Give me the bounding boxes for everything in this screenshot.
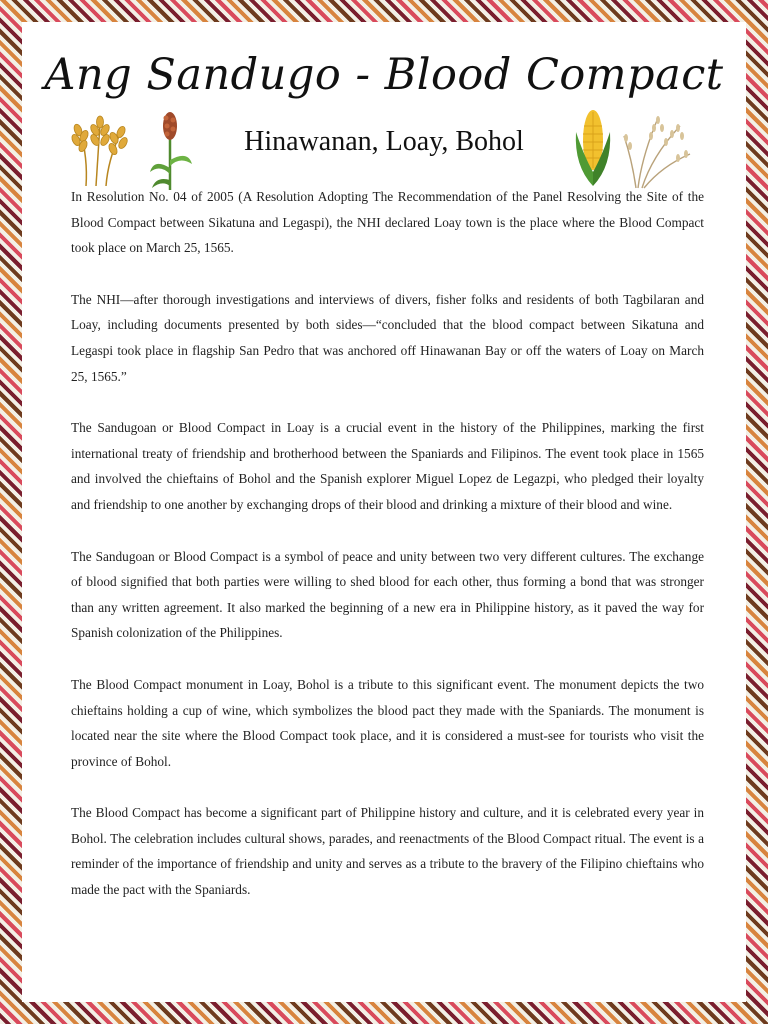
paragraph: The NHI—after thorough investigations and interviews of divers, fisher folks and residents of both Tagbilaran and Loay, including documents presented by both sides—“concluded that the blood compact between Sikatuna and Legaspi took place in flagship San Pedro that was anchored off Hinawanan Bay or off the waters of Loay on March 25, 1565.” [71,291,704,384]
corn-icon [572,106,614,188]
paragraph: In Resolution No. 04 of 2005 (A Resolution Adopting The Recommendation of the Panel Resolving the Site of the Blood Compact between Sikatuna and Legaspi), the NHI declared Loay town is the place where the Blood Compact took place on March 25, 1565. [71,189,704,256]
document-body [71,184,704,929]
rice-stalk-icon [618,106,694,190]
paragraph: The Blood Compact monument in Loay, Bohol is a tribute to this significant event. The monument depicts the two chieftains holding a cup of wine, which symbolizes the blood pact they made with the Spaniards. The monument is located near the site where the Blood Compact took place, and it is considered a must-see for tourists who visit the province of Bohol. [71,676,704,769]
document-title: Ang Sandugo - Blood Compact [44,50,724,100]
document-subtitle: Hinawanan, Loay, Bohol [244,126,524,157]
document-page [22,22,746,1002]
paragraph: The Sandugoan or Blood Compact is a symbol of peace and unity between two very different cultures. The exchange of blood signified that both parties were willing to shed blood for each other, thus forming a bond that was stronger than any written agreement. It also marked the beginning of a new era in Philippine history, as it paved the way for Spanish colonization of the Philippines. [71,548,704,641]
paragraph: The Sandugoan or Blood Compact in Loay is a crucial event in the history of the Philippines, marking the first international treaty of friendship and brotherhood between the Spaniards and Filipinos. The event took place in 1565 and involved the chieftains of Bohol and the Spanish explorer Miguel Lopez de Legazpi, who pledged their loyalty and friendship to one another by exchanging drops of their blood and drinking a mixture of their blood and wine. [71,420,704,512]
paragraph: The Blood Compact has become a significant part of Philippine history and culture, and it is celebrated every year in Bohol. The celebration includes cultural shows, parades, and reenactments of the Blood Compact ritual. The event is a reminder of the importance of friendship and unity and serves as a tribute to the bravery of the Filipino chieftains who made the pact with the Spaniards. [71,805,704,898]
